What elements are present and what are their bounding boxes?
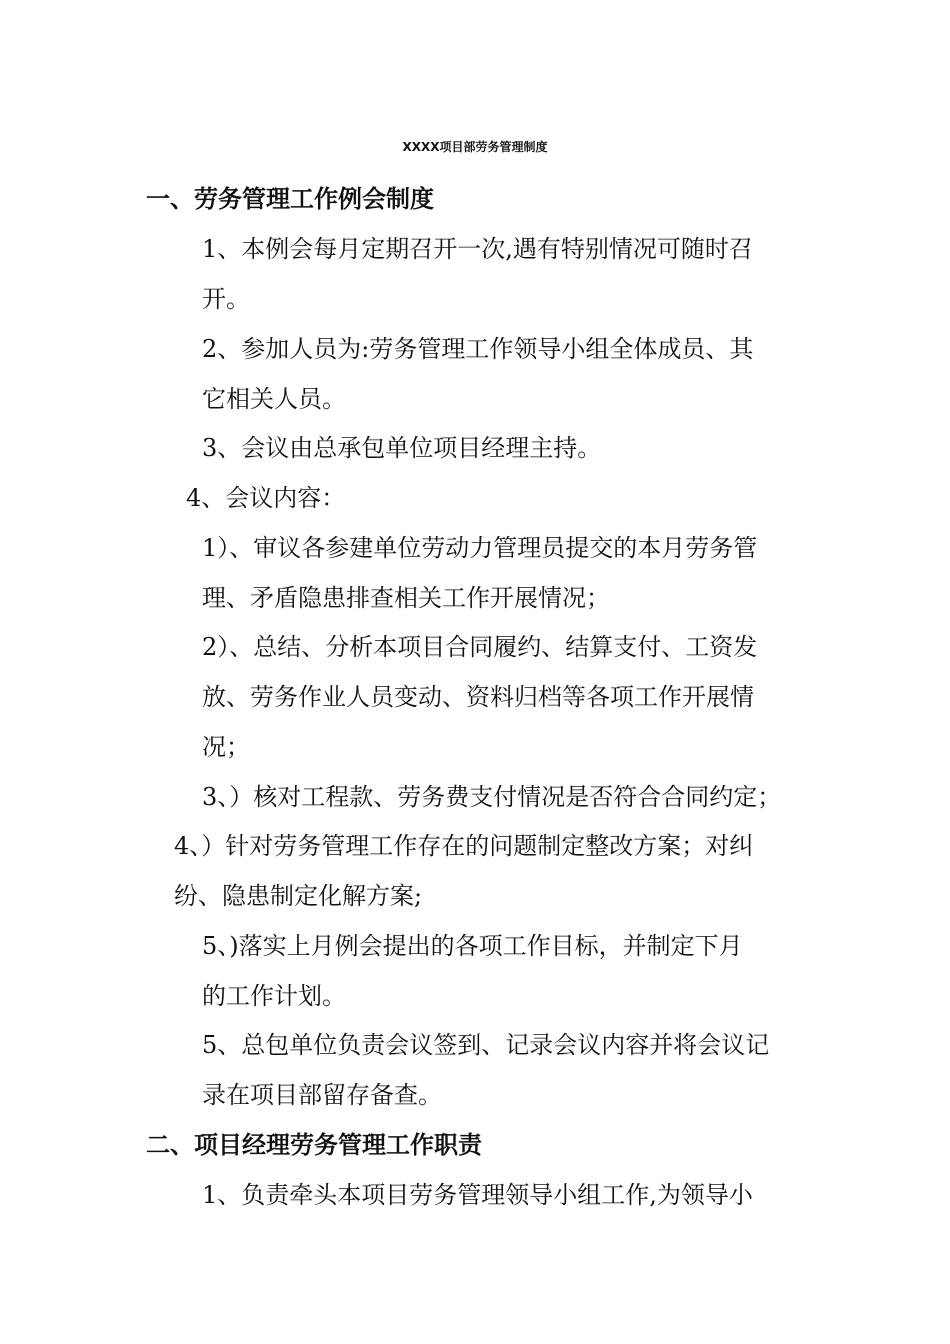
paragraph-line: 的工作计划。 [202, 982, 346, 1010]
paragraph-line: 开。 [202, 285, 250, 313]
paragraph-line: 4、会议内容： [186, 484, 346, 512]
section-heading-2: 二、项目经理劳务管理工作职责 [146, 1131, 482, 1159]
paragraph-line: 况； [202, 733, 250, 761]
paragraph-line: 5、)落实上月例会提出的各项工作目标，并制定下月 [202, 932, 743, 960]
paragraph-line: 1、负责牵头本项目劳务管理领导小组工作,为领导小 [202, 1181, 753, 1209]
paragraph-line: 1）、审议各参建单位劳动力管理员提交的本月劳务管 [202, 534, 758, 562]
paragraph-line: 3、）核对工程款、劳务费支付情况是否符合合同约定； [202, 783, 782, 811]
paragraph-line: 2、参加人员为:劳务管理工作领导小组全体成员、其 [202, 335, 754, 363]
paragraph-line: 放、劳务作业人员变动、资料归档等各项工作开展情 [202, 683, 754, 711]
paragraph-line: 录在项目部留存备查。 [202, 1081, 442, 1109]
paragraph-line: 4、）针对劳务管理工作存在的问题制定整改方案；对纠 [174, 832, 754, 860]
paragraph-line: 纷、隐患制定化解方案; [174, 882, 423, 910]
paragraph-line: 理、矛盾隐患排查相关工作开展情况； [202, 584, 610, 612]
paragraph-line: 2）、总结、分析本项目合同履约、结算支付、工资发 [202, 633, 758, 661]
paragraph-line: 5、总包单位负责会议签到、记录会议内容并将会议记 [202, 1031, 770, 1059]
paragraph-line: 3、会议由总承包单位项目经理主持。 [202, 434, 602, 462]
section-heading-1: 一、劳务管理工作例会制度 [146, 185, 434, 213]
document-title: XXXX项目部劳务管理制度 [402, 140, 548, 154]
paragraph-line: 1、本例会每月定期召开一次,遇有特别情况可随时召 [202, 235, 753, 263]
paragraph-line: 它相关人员。 [202, 385, 346, 413]
